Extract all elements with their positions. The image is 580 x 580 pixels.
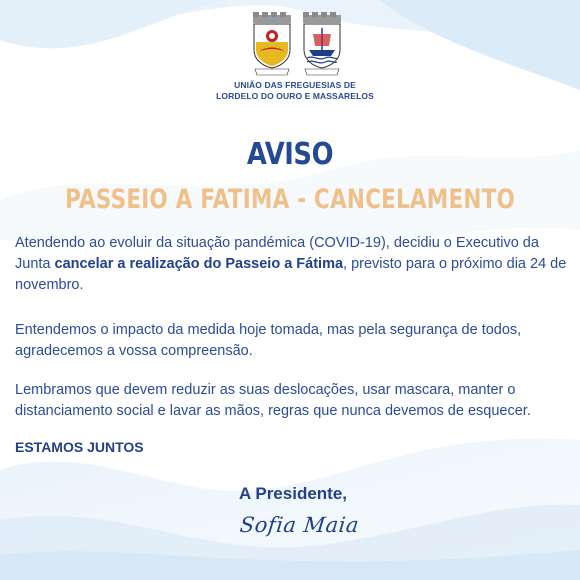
paragraph1-text-start: Atendendo ao evoluir da situação pandémica (COVID-19), decidiu o Executivo da Junta: [15, 235, 539, 272]
notice-subtitle: PASSEIO A FATIMA - CANCELAMENTO: [64, 184, 516, 215]
org-name-line1: UNIÃO DAS FREGUESIAS DE: [234, 80, 356, 90]
signoff-title: A Presidente,: [238, 484, 348, 503]
coat-of-arms-logos: [249, 12, 345, 76]
paragraph1-text-end: , previsto para o próximo dia 24 de novembro.: [15, 256, 567, 293]
paragraph-impact: Entendemos o impacto da medida hoje tomada, mas pela segurança de todos, agradecemos a vossa compreensão.: [15, 322, 522, 359]
notice-title: AVISO: [246, 137, 334, 172]
organization-name: [190, 80, 400, 101]
paragraph1-emphasis: cancelar a realização do Passeio a Fátima: [54, 256, 344, 272]
signature: Sofia Maia: [238, 513, 361, 537]
org-name-line2: LORDELO DO OURO E MASSARELOS: [216, 90, 374, 101]
paragraph-reminder: Lembramos que devem reduzir as suas deslocações, usar mascara, manter o distanciamento social e lavar as mãos, regras que nunca devemos de esquecer.: [15, 382, 531, 419]
crests-icon: [249, 12, 345, 76]
paragraph-cancellation: [15, 233, 567, 296]
closing-slogan: ESTAMOS JUNTOS: [15, 439, 144, 455]
